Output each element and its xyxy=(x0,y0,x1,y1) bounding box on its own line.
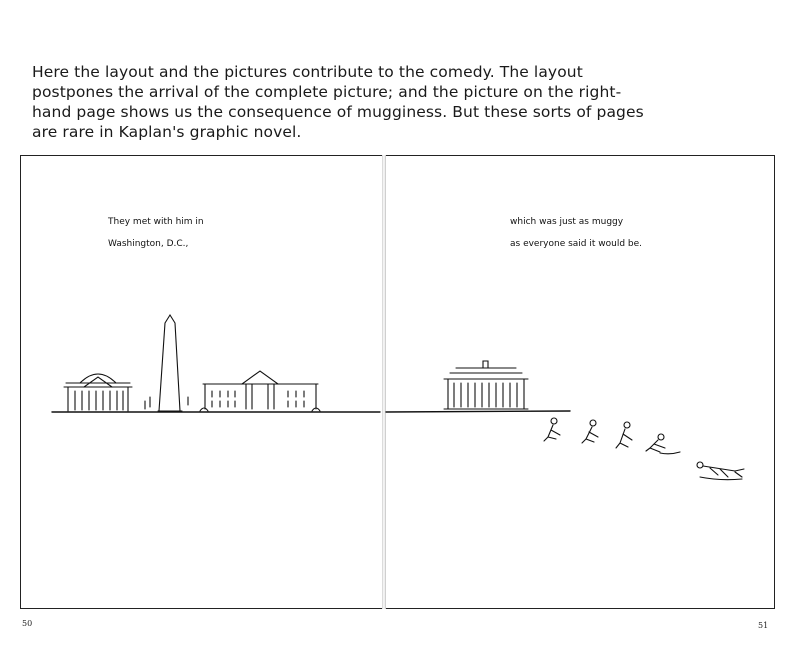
columned-memorial-drawing xyxy=(444,361,528,409)
left-page-text-line-2: Washington, D.C., xyxy=(108,239,189,249)
wilting-figure-1 xyxy=(544,418,560,441)
left-page-text-line-1: They met with him in xyxy=(108,217,204,227)
right-page-text-line-1: which was just as muggy xyxy=(510,217,624,227)
left-page-number: 50 xyxy=(22,619,33,628)
horizon-line xyxy=(52,411,570,412)
wilting-figure-4 xyxy=(646,434,680,454)
wilting-figure-3 xyxy=(616,422,632,448)
collapsed-figure xyxy=(697,462,744,480)
caption-line: are rare in Kaplan's graphic novel. xyxy=(32,123,302,141)
skyline-illustration xyxy=(20,155,775,610)
wilting-figure-2 xyxy=(582,420,598,443)
book-spread xyxy=(20,155,775,630)
commentary-caption xyxy=(32,62,712,142)
right-page-text-line-2: as everyone said it would be. xyxy=(510,239,643,249)
caption-line: hand page shows us the consequence of mugginess. But these sorts of pages xyxy=(32,103,644,121)
domed-memorial-drawing xyxy=(64,374,132,411)
caption-line: Here the layout and the pictures contribute to the comedy. The layout xyxy=(32,63,583,81)
white-house-drawing xyxy=(200,371,320,411)
obelisk-drawing xyxy=(145,315,188,411)
caption-line: postpones the arrival of the complete picture; and the picture on the right- xyxy=(32,83,622,101)
right-page-number: 51 xyxy=(758,621,769,630)
